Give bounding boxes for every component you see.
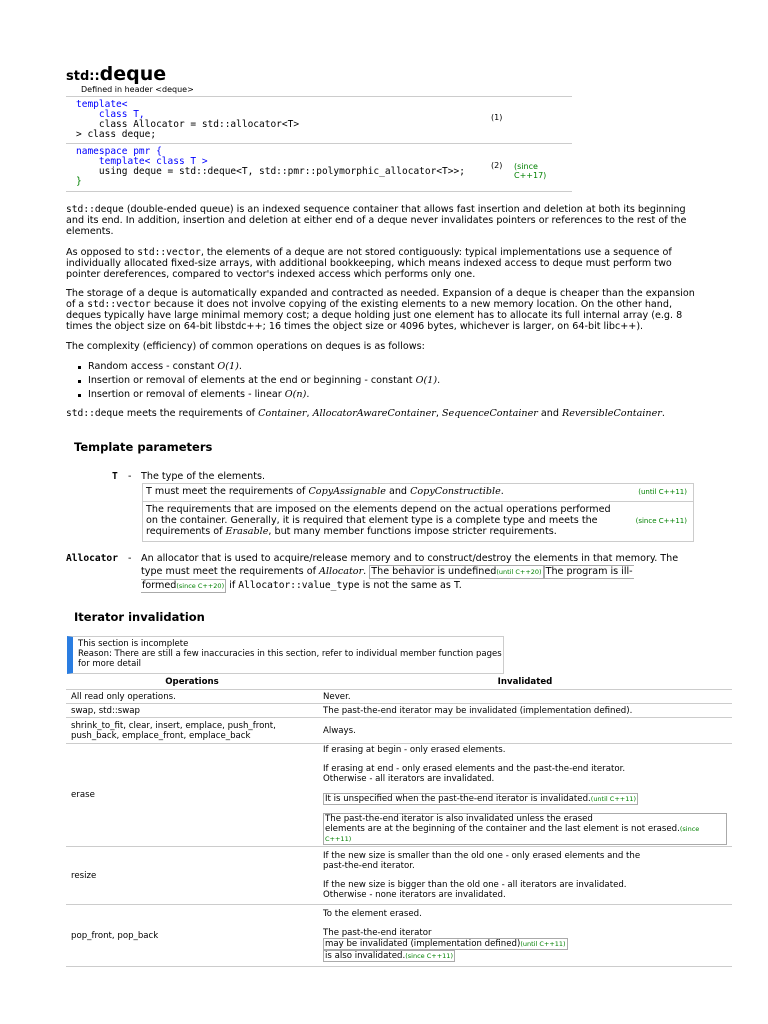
- op-line: push_back, emplace_front, emplace_back: [71, 730, 251, 741]
- t-requirements-box: [142, 483, 694, 542]
- intro-p3-a: The storage of a deque is automatically expanded and contracted as needed. Expansion of a deque is cheaper than the expansion of a: [66, 288, 695, 310]
- column-header-invalidated: Invalidated: [318, 674, 732, 690]
- req-and: and: [537, 408, 562, 419]
- rev-box-tag: (until C++20): [496, 568, 542, 576]
- rev-box-text: formed: [142, 580, 177, 591]
- link-sequence-container[interactable]: SequenceContainer: [441, 408, 538, 419]
- list-item: [88, 375, 440, 386]
- bullet-math: O(n): [284, 389, 307, 400]
- inv-line: If the new size is bigger than the old one - all iterators are invalidated.: [323, 880, 627, 890]
- table-row: [66, 744, 732, 847]
- page-title: [66, 50, 166, 88]
- inv-line: The past-the-end iterator: [323, 928, 432, 938]
- intro-p2-b: , the elements of a deque are not stored contiguously: typical implementations use a sequence of individually allocated fixed-size arrays, with additional bookkeeping, which means indexed access to deque must perform two pointer dereferences, compared to vector's indexed access which performs only one.: [66, 247, 672, 280]
- param-name-allocator: Allocator: [66, 553, 118, 564]
- rev-box-until-cpp20: [369, 565, 543, 579]
- param-dash: -: [128, 553, 132, 564]
- table-header-row: [66, 674, 732, 690]
- inv-line: elements are at the beginning of the container and the last element is not erased.: [325, 824, 680, 834]
- param-name-t: T: [112, 471, 118, 482]
- operation-cell: pop_front, pop_back: [66, 905, 318, 967]
- allocator-line3-text: if: [226, 580, 239, 591]
- allocator-line3-end: is not the same as T.: [359, 580, 462, 591]
- inv-line: Otherwise - none iterators are invalidated.: [323, 890, 506, 900]
- req-text: meets the requirements of: [123, 408, 259, 419]
- intro-paragraph-2: [66, 247, 706, 280]
- bullet-text: Random access - constant: [88, 361, 218, 372]
- inv-line: If erasing at end - only erased elements and the past-the-end iterator.: [323, 764, 626, 774]
- bullet-end: .: [238, 361, 242, 372]
- t-req-since-cpp11: [143, 502, 619, 539]
- rev-box-tag: (until C++11): [520, 940, 566, 948]
- link-container[interactable]: Container: [258, 408, 307, 419]
- intro-paragraph-1: [66, 204, 706, 237]
- incomplete-reason: Reason: There are still a few inaccuracies in this section, refer to individual member function pages for more detail: [78, 649, 502, 669]
- req1-text: T must meet the requirements of: [146, 486, 309, 497]
- intro-paragraph-4: The complexity (efficiency) of common operations on deques is as follows:: [66, 341, 425, 352]
- table-row: [66, 847, 732, 905]
- table-row: [66, 905, 732, 967]
- rev-box-since-cpp11: [323, 950, 455, 962]
- rev-box-since-cpp20-b: [141, 579, 226, 593]
- inv-line: The past-the-end iterator is also invalidated unless the erased: [325, 814, 593, 824]
- decl1-line1: template<: [76, 99, 128, 110]
- title-namespace: std::: [66, 69, 100, 84]
- list-item: [88, 389, 309, 400]
- table-row: [66, 690, 732, 704]
- column-header-operations: Operations: [66, 674, 318, 690]
- operation-cell: swap, std::swap: [66, 704, 318, 718]
- rev-box-since-cpp20-a: [544, 565, 634, 579]
- bullet-math: O(1): [415, 375, 438, 386]
- bullet-end: .: [306, 389, 310, 400]
- rev-box-since-cpp11: [323, 813, 727, 845]
- req2-text: The requirements that are imposed on the elements depend on the actual operations performed on the container. Generally, it is required that element type is a complete type and meets the requirements of: [146, 504, 611, 537]
- revision-tag-until-cpp11: (until C++11): [638, 488, 687, 496]
- decl1-line4: > class deque;: [76, 129, 157, 140]
- decl2-number: (2): [491, 161, 503, 170]
- param-dash: -: [128, 471, 132, 482]
- req-end: .: [661, 408, 665, 419]
- allocator-line2-end: .: [363, 566, 370, 577]
- op-line: shrink_to_fit, clear, insert, emplace, push_front,: [71, 720, 276, 731]
- decl2-line2: template< class T >: [76, 156, 208, 167]
- decl1-line2: class T,: [76, 109, 145, 120]
- table-row: [66, 718, 732, 744]
- decl2-line1: namespace pmr {: [76, 146, 162, 157]
- inv-line: is also invalidated.: [325, 951, 406, 961]
- inv-line: It is unspecified when the past-the-end iterator is invalidated.: [325, 794, 591, 804]
- inv-line: past-the-end iterator.: [323, 861, 415, 871]
- intro-paragraph-3: [66, 288, 706, 332]
- rev-box-tag: (since C++11): [325, 825, 700, 843]
- bullet-math: O(1): [217, 361, 239, 372]
- rev-box-text: The behavior is undefined: [371, 566, 497, 577]
- inv-line: If the new size is smaller than the old one - only erased elements and the: [323, 851, 641, 861]
- invalidated-cell: The past-the-end iterator may be invalidated (implementation defined).: [318, 704, 732, 718]
- code-std-vector: std::vector: [137, 247, 201, 258]
- invalidated-cell: [318, 744, 732, 847]
- param-desc-allocator: [141, 553, 701, 593]
- link-allocator[interactable]: Allocator: [319, 566, 364, 577]
- bullet-text: Insertion or removal of elements at the end or beginning - constant: [88, 375, 416, 386]
- req-sep: ,: [306, 408, 313, 419]
- link-reversible-container[interactable]: ReversibleContainer: [561, 408, 662, 419]
- req1-and: and: [385, 486, 411, 497]
- operation-cell: erase: [66, 744, 318, 847]
- rev-box-until-cpp11: [323, 793, 638, 805]
- table-row: [66, 704, 732, 718]
- t-req-until-cpp11: [143, 484, 619, 501]
- declaration-2: [66, 143, 572, 192]
- invalidated-cell: Always.: [318, 718, 732, 744]
- revision-tag-since-cpp11: (since C++11): [635, 517, 687, 525]
- invalidated-cell: [318, 847, 732, 905]
- rev-box-text: The program is ill-: [545, 566, 633, 577]
- incomplete-notice: [67, 636, 504, 674]
- intro-p1-text: (double-ended queue) is an indexed sequence container that allows fast insertion and deletion at both its beginning and its end. In addition, insertion and deletion at either end of a deque never invalidates pointers or references to the rest of the elements.: [66, 204, 687, 237]
- decl2-line4: }: [76, 176, 82, 187]
- code-std-deque-2: std::deque: [66, 408, 124, 419]
- invalidated-cell: [318, 905, 732, 967]
- rev-box-until-cpp11: [323, 938, 568, 950]
- link-erasable[interactable]: Erasable: [225, 526, 269, 537]
- decl2-line3: using deque = std::deque<T, std::pmr::polymorphic_allocator<T>>;: [76, 166, 465, 177]
- intro-p2-a: As opposed to: [66, 247, 138, 258]
- rev-box-tag: (since C++20): [176, 582, 225, 590]
- invalidated-cell: Never.: [318, 690, 732, 704]
- list-item: [88, 361, 242, 372]
- rev-box-tag: (since C++11): [405, 952, 453, 960]
- inv-line: Otherwise - all iterators are invalidated.: [323, 774, 495, 784]
- iterator-invalidation-heading: Iterator invalidation: [74, 610, 205, 624]
- decl2-since: (since C++17): [514, 162, 547, 180]
- link-allocator-aware-container[interactable]: AllocatorAwareContainer: [312, 408, 436, 419]
- iterator-invalidation-table: [66, 674, 732, 967]
- req1-end: .: [500, 486, 504, 497]
- allocator-line2: [141, 565, 701, 579]
- intro-p3-b: because it does not involve copying of the existing elements to a new memory location. On the other hand, deques typically have large minimal memory cost; a deque holding just one element has to allocate its full internal array (e.g. 8 times the object size on 64-bit libstdc++; 16 times the object size or 4096 bytes, whichever is larger, on 64-bit libc++).: [66, 299, 683, 332]
- bullet-end: .: [437, 375, 441, 386]
- inv-line: may be invalidated (implementation defined): [325, 939, 521, 949]
- operation-cell: All read only operations.: [66, 690, 318, 704]
- title-name: deque: [99, 63, 167, 85]
- decl1-number: (1): [491, 113, 503, 122]
- rev-box-tag: (until C++11): [590, 795, 637, 803]
- req2-text-b: , but many member functions impose stricter requirements.: [268, 526, 557, 537]
- link-copy-assignable[interactable]: CopyAssignable: [308, 486, 386, 497]
- inv-line: To the element erased.: [323, 909, 422, 919]
- header-definition: Defined in header <deque>: [81, 85, 194, 94]
- allocator-line2-text: type must meet the requirements of: [141, 566, 320, 577]
- req-sep: ,: [435, 408, 442, 419]
- declaration-1: [66, 96, 572, 142]
- bullet-text: Insertion or removal of elements - linear: [88, 389, 285, 400]
- decl1-line3: class Allocator = std::allocator<T>: [76, 119, 300, 130]
- inv-line: If erasing at begin - only erased elements.: [323, 745, 506, 755]
- template-parameters-heading: Template parameters: [74, 440, 213, 454]
- requirements-paragraph: [66, 408, 706, 419]
- code-std-vector-2: std::vector: [87, 299, 151, 310]
- operation-cell: resize: [66, 847, 318, 905]
- incomplete-title: This section is incomplete: [78, 639, 189, 649]
- code-std-deque: std::deque: [66, 204, 124, 215]
- allocator-line3: [141, 579, 701, 593]
- link-copy-constructible[interactable]: CopyConstructible: [410, 486, 501, 497]
- operation-cell: [66, 718, 318, 744]
- code-allocator-value-type: Allocator::value_type: [238, 580, 360, 591]
- param-desc-t: The type of the elements.: [141, 471, 266, 482]
- allocator-line1: An allocator that is used to acquire/release memory and to construct/destroy the elements in that memory. The: [141, 553, 679, 564]
